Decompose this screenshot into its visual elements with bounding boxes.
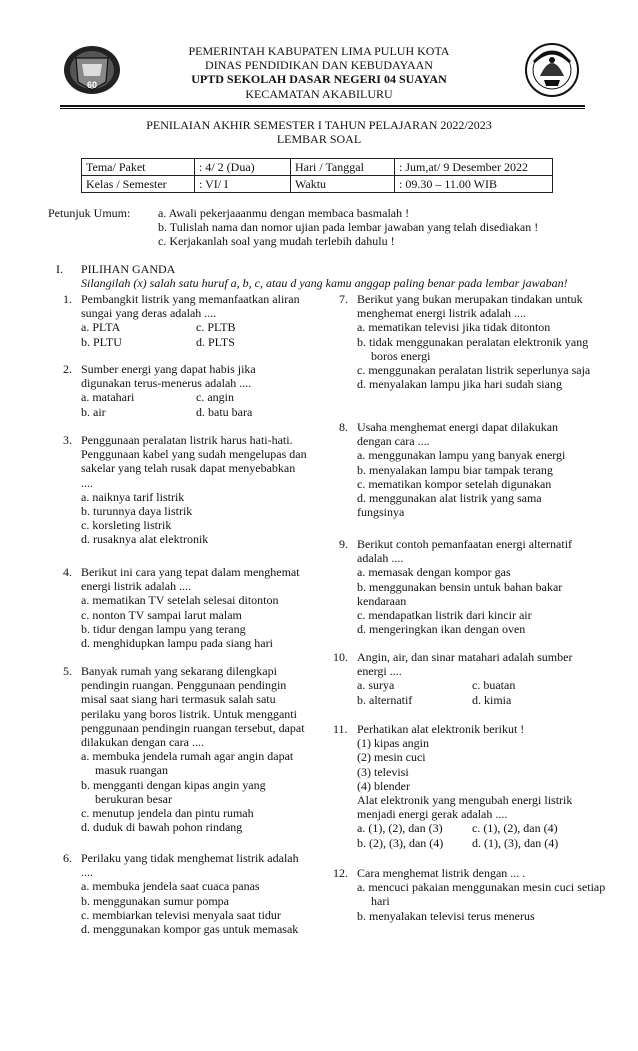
petunjuk-c: c. Kerjakanlah soal yang mudah terlebih dahulu ! — [158, 234, 395, 248]
hari-label: Hari / Tanggal — [291, 159, 395, 176]
question-1 — [63, 292, 343, 349]
question-text: Berikut yang bukan merupakan tindakan untuk — [357, 292, 583, 306]
option-b: b. PLTU — [81, 334, 122, 349]
question-2 — [63, 362, 343, 419]
option-d: d. batu bara — [196, 404, 253, 419]
question-text: perilaku yang boros listrik. Untuk mengganti — [81, 706, 297, 721]
option-c: c. angin — [196, 390, 234, 405]
question-4 — [63, 565, 343, 651]
question-text: Perilaku yang tidak menghemat listrik adalah — [81, 851, 299, 865]
option-c: c. mendapatkan listrik dari kincir air — [357, 608, 532, 623]
option-a: a. membuka jendela rumah agar angin dapat masuk ruangan — [81, 749, 294, 778]
question-number: 4. — [63, 565, 72, 579]
option-c: c. korsleting listrik — [81, 518, 172, 533]
option-a: a. mematikan TV setelah selesai ditonton — [81, 593, 279, 608]
list-item: (4) blender — [357, 778, 410, 793]
question-12 — [333, 866, 607, 923]
header-divider — [60, 105, 585, 109]
option-b: b. menggunakan bensin untuk bahan bakar kendaraan — [357, 579, 563, 608]
header-department: DINAS PENDIDIKAN DAN KEBUDAYAAN — [205, 58, 433, 72]
question-text: Perhatikan alat elektronik berikut ! — [357, 722, 525, 736]
option-a: a. mencuci pakaian menggunakan mesin cuci setiap hari — [357, 880, 606, 909]
exam-info-table — [81, 158, 553, 193]
question-number: 1. — [63, 292, 72, 306]
question-text: menjadi energi gerak adalah .... — [357, 807, 508, 822]
option-b: b. air — [81, 404, 106, 419]
question-text: Alat elektronik yang mengubah energi listrik — [357, 793, 573, 808]
option-d: d. (1), (3), dan (4) — [472, 835, 559, 850]
question-number: 3. — [63, 433, 72, 447]
list-item: (1) kipas angin — [357, 736, 429, 751]
tema-value: : 4/ 2 (Dua) — [195, 159, 291, 176]
question-text: Banyak rumah yang sekarang dilengkapi — [81, 664, 277, 678]
option-b: b. (2), (3), dan (4) — [357, 835, 444, 850]
question-number: 10. — [333, 650, 348, 664]
question-text: energi listrik adalah .... — [81, 579, 192, 594]
option-b: b. tidur dengan lampu yang terang — [81, 621, 246, 636]
question-text: .... — [81, 865, 93, 880]
option-a: a. matahari — [81, 390, 135, 405]
kelas-value: : VI/ I — [195, 176, 291, 193]
question-text: .... — [81, 475, 93, 490]
option-c: c. buatan — [472, 678, 516, 693]
option-b: b. alternatif — [357, 692, 413, 707]
waktu-value: : 09.30 – 11.00 WIB — [395, 176, 553, 193]
question-text: sungai yang deras adalah .... — [81, 306, 217, 321]
option-c: c. PLTB — [196, 320, 236, 335]
option-b: b. menyalakan televisi terus menerus — [357, 908, 535, 923]
option-d: d. PLTS — [196, 334, 235, 349]
option-d: d. duduk di bawah pohon rindang — [81, 820, 243, 835]
question-text: penggunaan pendingin ruangan tersebut, dapat — [81, 720, 305, 735]
emblem-number: 60 — [86, 80, 98, 90]
list-item: (3) televisi — [357, 764, 409, 779]
option-c: c. (1), (2), dan (4) — [472, 821, 558, 836]
question-3 — [63, 433, 343, 547]
question-10 — [333, 650, 607, 707]
question-text: Sumber energi yang dapat habis jika — [81, 362, 256, 376]
question-number: 8. — [339, 420, 348, 434]
hari-value: : Jum,at/ 9 Desember 2022 — [395, 159, 553, 176]
kelas-label: Kelas / Semester — [82, 176, 195, 193]
option-d: d. menggunakan alat listrik yang sama fungsinya — [357, 491, 542, 520]
question-number: 5. — [63, 664, 72, 678]
question-8 — [339, 420, 607, 520]
petunjuk-a: a. Awali pekerjaaanmu dengan membaca basmalah ! — [158, 206, 410, 220]
petunjuk-b: b. Tulislah nama dan nomor ujian pada lembar jawaban yang telah disediakan ! — [158, 220, 539, 234]
option-d: d. menghidupkan lampu pada siang hari — [81, 636, 273, 651]
question-text: digunakan terus-menerus adalah .... — [81, 376, 252, 391]
exam-title: PENILAIAN AKHIR SEMESTER I TAHUN PELAJARAN 2022/2023 — [146, 118, 492, 132]
question-text: Penggunaan kabel yang sudah mengelupas dan — [81, 447, 307, 462]
option-d: d. menyalakan lampu jika hari sudah siang — [357, 377, 562, 392]
question-text: Berikut contoh pemanfaatan energi alternatif — [357, 537, 573, 551]
question-6 — [63, 851, 343, 937]
option-c: c. membiarkan televisi menyala saat tidur — [81, 907, 281, 922]
question-text: Berikut ini cara yang tepat dalam menghemat — [81, 565, 300, 579]
question-text: dilakukan dengan cara .... — [81, 735, 204, 750]
section-instruction: Silangilah (x) salah satu huruf a, b, c, atau d yang kamu anggap paling benar pada lembar jawaban! — [81, 276, 568, 290]
question-7 — [339, 292, 607, 392]
option-a: a. (1), (2), dan (3) — [357, 821, 443, 836]
option-d: d. rusaknya alat elektronik — [81, 532, 209, 547]
exam-subtitle: LEMBAR SOAL — [276, 132, 362, 146]
question-text: menghemat energi listrik adalah .... — [357, 306, 527, 321]
question-text: energi .... — [357, 664, 402, 679]
question-text: misal saat siang hari termasuk salah satu — [81, 692, 276, 707]
waktu-label: Waktu — [291, 176, 395, 193]
option-b: b. mengganti dengan kipas angin yang berukuran besar — [81, 777, 266, 806]
question-number: 7. — [339, 292, 348, 306]
question-9 — [339, 537, 607, 637]
header-government: PEMERINTAH KABUPATEN LIMA PULUH KOTA — [188, 44, 450, 58]
question-number: 6. — [63, 851, 72, 865]
question-text: Pembangkit listrik yang memanfaatkan aliran — [81, 292, 300, 306]
option-c: c. mematikan kompor setelah digunakan — [357, 476, 552, 491]
section-number: I. — [56, 262, 63, 276]
option-c: c. menggunakan peralatan listrik seperlunya saja — [357, 363, 591, 378]
section-title: PILIHAN GANDA — [81, 262, 176, 276]
option-b: b. menggunakan sumur pompa — [81, 893, 229, 908]
option-b: b. turunnya daya listrik — [81, 504, 193, 519]
option-a: a. memasak dengan kompor gas — [357, 565, 511, 580]
question-number: 12. — [333, 866, 348, 880]
question-text: sakelar yang telah rusak dapat menyebabkan — [81, 461, 296, 476]
question-text: dengan cara .... — [357, 434, 430, 449]
list-item: (2) mesin cuci — [357, 750, 426, 765]
option-a: a. mematikan televisi jika tidak ditonton — [357, 320, 551, 335]
option-a: a. menggunakan lampu yang banyak energi — [357, 448, 566, 463]
option-a: a. membuka jendela saat cuaca panas — [81, 879, 260, 894]
tema-label: Tema/ Paket — [82, 159, 195, 176]
header-district: KECAMATAN AKABILURU — [245, 87, 393, 101]
question-text: Angin, air, dan sinar matahari adalah sumber — [357, 650, 573, 664]
question-number: 2. — [63, 362, 72, 376]
question-5 — [63, 664, 343, 835]
question-number: 11. — [333, 722, 348, 736]
question-11 — [333, 722, 607, 850]
option-a: a. naiknya tarif listrik — [81, 489, 185, 504]
question-text: Cara menghemat listrik dengan ... . — [357, 866, 526, 880]
question-text: pendingin ruangan. Penggunaan pendingin — [81, 678, 287, 693]
option-c: c. nonton TV sampai larut malam — [81, 607, 242, 622]
option-c: c. menutup jendela dan pintu rumah — [81, 806, 254, 821]
question-text: adalah .... — [357, 551, 404, 566]
option-a: a. PLTA — [81, 320, 121, 335]
question-number: 9. — [339, 537, 348, 551]
petunjuk-label: Petunjuk Umum: — [48, 206, 131, 220]
question-text: Usaha menghemat energi dapat dilakukan — [357, 420, 559, 434]
option-d: d. mengeringkan ikan dengan oven — [357, 622, 526, 637]
option-b: b. menyalakan lampu biar tampak terang — [357, 462, 553, 477]
option-a: a. surya — [357, 678, 395, 693]
option-d: d. kimia — [472, 692, 512, 707]
option-d: d. menggunakan kompor gas untuk memasak — [81, 922, 299, 937]
header-school: UPTD SEKOLAH DASAR NEGERI 04 SUAYAN — [191, 72, 447, 86]
option-b: b. tidak menggunakan peralatan elektronik yang boros energi — [357, 334, 589, 363]
question-text: Penggunaan peralatan listrik harus hati-hati. — [81, 433, 293, 447]
